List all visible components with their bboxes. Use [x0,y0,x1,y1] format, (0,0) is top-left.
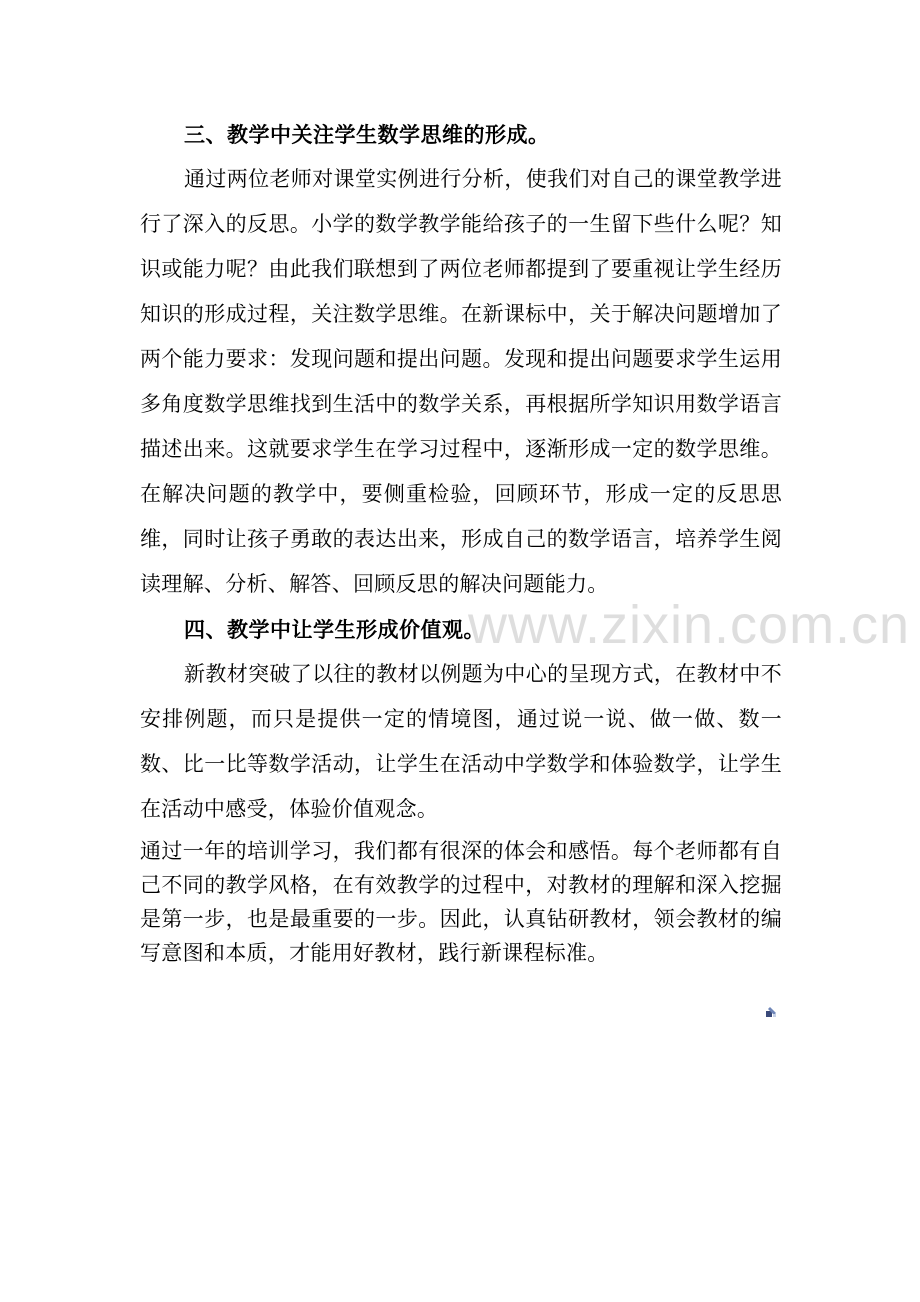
document-content [140,112,782,970]
small-edit-icon [765,1006,777,1018]
conclusion-paragraph: 通过一年的培训学习，我们都有很深的体会和感悟。每个老师都有自己不同的教学风格，在有效教学的过程中，对教材的理解和深入挖掘是第一步，也是最重要的一步。因此，认真钻研教材，领会教材的编写意图和本质，才能用好教材，践行新课程标准。 [140,839,782,965]
section-3-body: 通过两位老师对课堂实例进行分析，使我们对自己的课堂教学进行了深入的反思。小学的数学教学能给孩子的一生留下些什么呢？知识或能力呢？由此我们联想到了两位老师都提到了要重视让学生经历知识的形成过程，关注数学思维。在新课标中，关于解决问题增加了两个能力要求：发现问题和提出问题。发现和提出问题要求学生运用多角度数学思维找到生活中的数学关系，再根据所学知识用数学语言描述出来。这就要求学生在学习过程中，逐渐形成一定的数学思维。在解决问题的教学中，要侧重检验，回顾环节，形成一定的反思思维，同时让孩子勇敢的表达出来，形成自己的数学语言，培养学生阅读理解、分析、解答、回顾反思的解决问题能力。 [140,167,782,596]
watermark: www.zixin.com.cn [468,595,911,655]
section-4-heading: 四、教学中让学生形成价值观。 [184,617,485,642]
section-4-body: 新教材突破了以往的教材以例题为中心的呈现方式，在教材中不安排例题，而只是提供一定的情境图，通过说一说、做一做、数一数、比一比等数学活动，让学生在活动中学数学和体验数学，让学生在活动中感受，体验价值观念。 [140,662,782,821]
section-3-heading: 三、教学中关注学生数学思维的形成。 [184,122,550,147]
